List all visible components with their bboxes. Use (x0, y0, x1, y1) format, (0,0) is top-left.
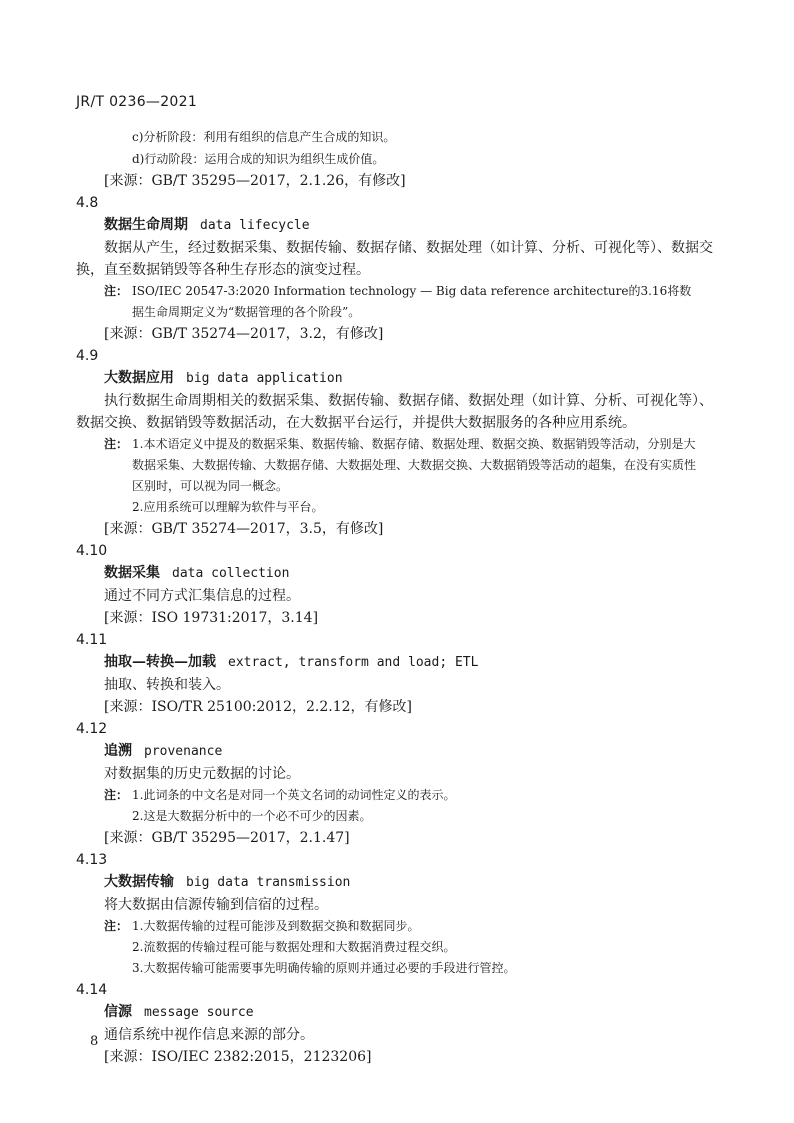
entry-4-13 (76, 849, 716, 979)
source-citation: [来源：ISO/IEC 2382:2015，2123206] (104, 1049, 372, 1065)
note (76, 281, 716, 323)
note-text: 1.本术语定义中提及的数据采集、数据传输、数据存储、数据处理、数据交换、数据销毁等活动，分别是大数据采集、大数据传输、大数据存储、大数据处理、大数据交换、大数据销毁等活动的超集，在没有实质性区别时，可以视为同一概念。 (132, 437, 697, 493)
document-body (76, 126, 716, 1068)
entry-definition: 通信系统中视作信息来源的部分。 (104, 1027, 314, 1043)
note-text: ISO/IEC 20547-3:2020 Information technology — Big data reference architecture的3.16将数据生命周期定义为“数据管理的各个阶段”。 (132, 284, 692, 319)
term-chinese: 数据采集 (104, 565, 160, 581)
term-chinese: 大数据传输 (104, 874, 174, 890)
note (76, 916, 716, 937)
term-chinese: 大数据应用 (104, 370, 174, 386)
entry-4-12 (76, 718, 716, 849)
source-citation: [来源：GB/T 35295—2017，2.1.26，有修改] (104, 173, 406, 189)
term-english: big data transmission (186, 875, 351, 890)
entry-number: 4.11 (76, 632, 108, 648)
term-english: message source (144, 1005, 254, 1020)
note-text: 3.大数据传输可能需要事先明确传输的原则并通过必要的手段进行管控。 (132, 961, 516, 975)
term-chinese: 追溯 (104, 743, 132, 759)
entry-definition: 抽取、转换和装入。 (104, 677, 230, 693)
note-lead: 注： (104, 788, 129, 802)
note (76, 785, 716, 806)
note-lead: 注： (104, 437, 129, 451)
note-text: 1.大数据传输的过程可能涉及到数据交换和数据同步。 (132, 919, 420, 933)
entry-number: 4.8 (76, 195, 99, 211)
source-citation: [来源：GB/T 35274—2017，3.2，有修改] (104, 326, 384, 342)
entry-term (76, 214, 716, 237)
list-item-d: d)行动阶段：运用合成的知识为组织生成价值。 (132, 152, 385, 166)
entry-number: 4.9 (76, 348, 99, 364)
entry-definition: 通过不同方式汇集信息的过程。 (104, 588, 300, 604)
entry-number: 4.13 (76, 852, 108, 868)
term-chinese: 抽取—转换—加载 (104, 654, 216, 670)
list-item-c: c)分析阶段：利用有组织的信息产生合成的知识。 (132, 130, 396, 144)
term-english: data collection (172, 566, 290, 581)
note-lead: 注： (104, 919, 129, 933)
entry-term (76, 1001, 716, 1024)
note-text: 1.此词条的中文名是对同一个英文名词的动词性定义的表示。 (132, 788, 456, 802)
document-code: JR/T 0236—2021 (76, 94, 198, 110)
entry-number: 4.14 (76, 982, 108, 998)
source-citation: [来源：ISO/TR 25100:2012，2.2.12，有修改] (104, 699, 412, 715)
term-english: data lifecycle (200, 218, 310, 233)
note-text: 2.这是大数据分析中的一个必不可少的因素。 (132, 809, 372, 823)
page-number: 8 (90, 1034, 99, 1049)
entry-4-8 (76, 192, 716, 345)
entry-number: 4.10 (76, 543, 108, 559)
note-lead: 注： (104, 284, 129, 298)
entry-4-10 (76, 540, 716, 629)
term-chinese: 信源 (104, 1004, 132, 1020)
entry-4-14 (76, 979, 716, 1068)
entry-term (76, 740, 716, 763)
source-citation: [来源：GB/T 35274—2017，3.5，有修改] (104, 521, 384, 537)
entry-term (76, 367, 716, 390)
entry-definition: 对数据集的历史元数据的讨论。 (104, 766, 300, 782)
source-citation: [来源：GB/T 35295—2017，2.1.47] (104, 830, 350, 846)
term-english: extract, transform and load; ETL (228, 655, 479, 670)
note-text: 2.应用系统可以理解为软件与平台。 (132, 500, 324, 514)
source-citation: [来源：ISO 19731:2017，3.14] (104, 610, 319, 626)
note-text: 2.流数据的传输过程可能与数据处理和大数据消费过程交织。 (132, 940, 456, 954)
entry-4-9 (76, 345, 716, 540)
entry-term (76, 651, 716, 674)
entry-number: 4.12 (76, 721, 108, 737)
note (76, 434, 716, 497)
entry-definition: 执行数据生命周期相关的数据采集、数据传输、数据存储、数据处理（如计算、分析、可视化等）、数据交换、数据销毁等数据活动，在大数据平台运行，并提供大数据服务的各种应用系统。 (76, 393, 713, 431)
entry-4-11 (76, 629, 716, 718)
entry-term (76, 562, 716, 585)
entry-term (76, 871, 716, 894)
term-english: provenance (144, 744, 223, 759)
entry-definition: 数据从产生，经过数据采集、数据传输、数据存储、数据处理（如计算、分析、可视化等）、数据交换，直至数据销毁等各种生存形态的演变过程。 (76, 240, 713, 278)
term-chinese: 数据生命周期 (104, 217, 188, 233)
entry-definition: 将大数据由信源传输到信宿的过程。 (104, 897, 328, 913)
term-english: big data application (186, 371, 343, 386)
